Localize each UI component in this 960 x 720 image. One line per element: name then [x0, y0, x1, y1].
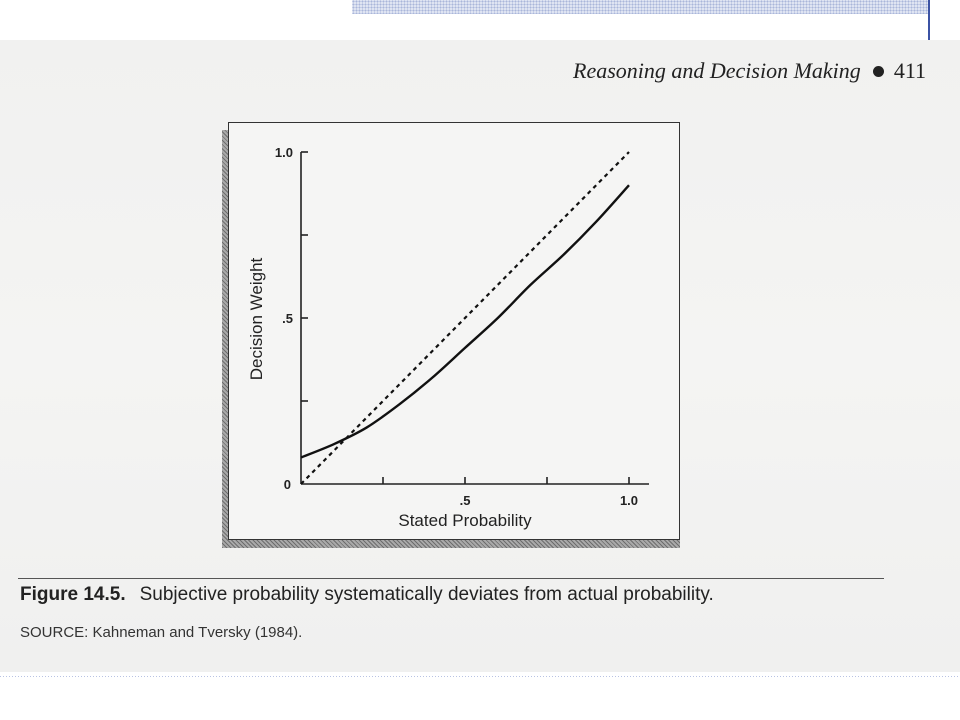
figure-caption-text: Subjective probability systematically deviates from actual probability.: [139, 584, 714, 605]
figure-label: Figure 14.5.: [20, 584, 126, 605]
running-head-title: Reasoning and Decision Making: [573, 58, 861, 83]
header-decoration-band: [352, 0, 930, 14]
page-number: 411: [893, 58, 926, 83]
decision-weight-chart: [229, 123, 681, 541]
identity-dashed-line: [301, 152, 629, 484]
figure-caption: [20, 584, 714, 606]
y-axis-label: Decision Weight: [247, 257, 266, 381]
x-tick-label: .5: [459, 493, 471, 508]
grid-line-bottom: [0, 676, 960, 677]
figure-frame: [228, 122, 680, 540]
x-tick-label: 1.0: [619, 493, 639, 508]
figure-source: SOURCE: Kahneman and Tversky (1984).: [20, 624, 303, 641]
running-head: [573, 58, 926, 84]
bullet-icon: [873, 66, 884, 77]
x-axis-label: Stated Probability: [398, 511, 532, 530]
y-tick-label: 1.0: [274, 145, 293, 160]
header-accent-bar: [928, 0, 930, 44]
origin-label: 0: [283, 477, 291, 492]
y-tick-label: .5: [282, 311, 293, 326]
caption-rule: [18, 578, 884, 579]
decision-weight-curve: [301, 185, 629, 457]
